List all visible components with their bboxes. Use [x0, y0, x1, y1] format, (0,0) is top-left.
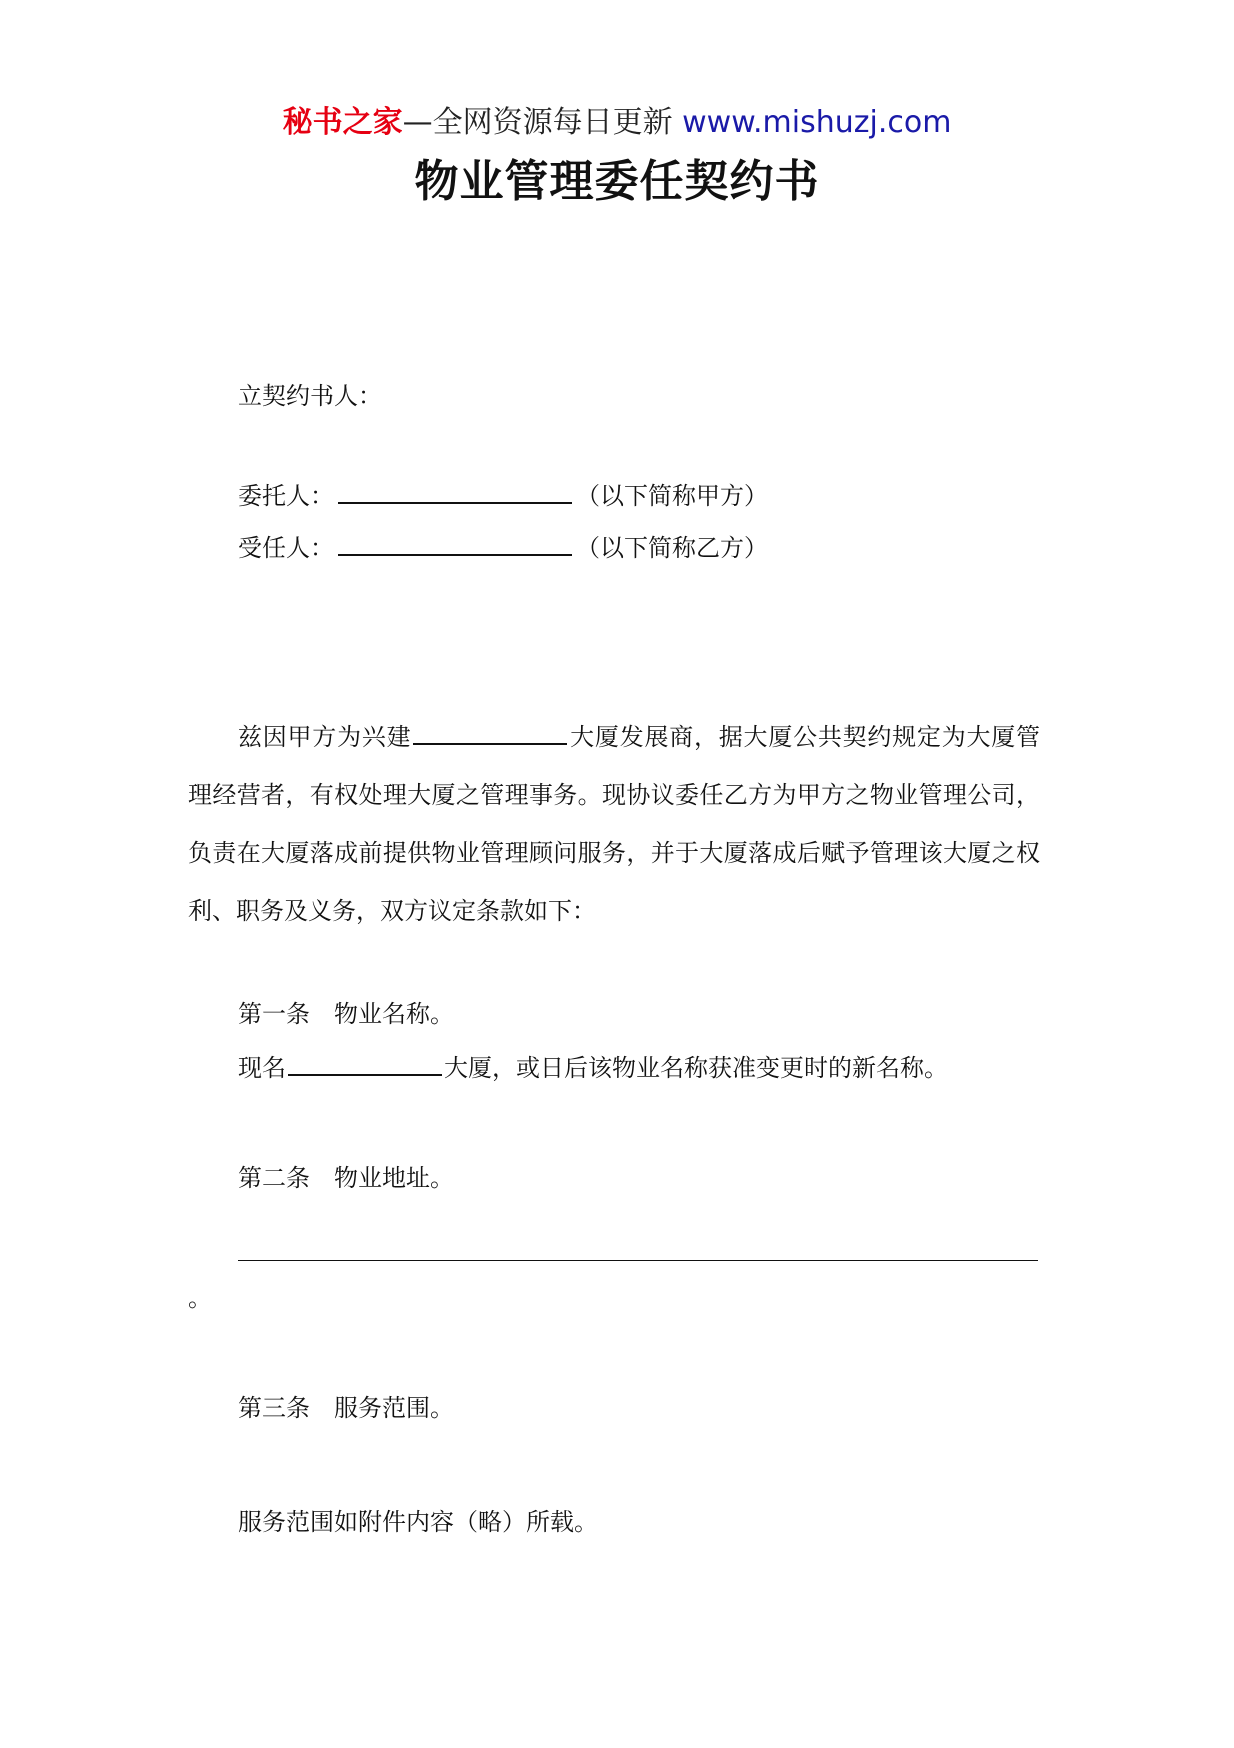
article-3-body: 服务范围如附件内容（略）所载。 [238, 1508, 598, 1536]
building-name-blank[interactable] [413, 719, 567, 745]
article-1-heading: 第一条 物业名称。 [238, 1000, 454, 1028]
preamble-part2: 大厦发展商，据大厦公共契约规定为大厦管理经营者，有权处理大厦之管理事务。现协议委任乙方为甲方之物业管理公司，负责在大厦落成前提供物业管理顾问服务，并于大厦落成后赋予管理该大厦之权利、职务及义务，双方议定条款如下： [188, 723, 1041, 925]
party-a-note: （以下简称甲方） [576, 482, 768, 510]
article-3-heading: 第三条 服务范围。 [238, 1394, 454, 1422]
party-b-line [238, 530, 768, 566]
property-name-blank[interactable] [288, 1050, 442, 1076]
site-url-link[interactable]: www.mishuzj.com [682, 105, 952, 140]
party-b-blank[interactable] [338, 530, 572, 556]
party-a-label: 委托人： [238, 482, 334, 510]
parties-heading: 立契约书人： [238, 382, 382, 410]
preamble-part1: 兹因甲方为兴建 [238, 723, 412, 751]
article-2-heading: 第二条 物业地址。 [238, 1164, 454, 1192]
article-2-trailing: 。 [188, 1284, 212, 1312]
article-1-suffix: 大厦，或日后该物业名称获准变更时的新名称。 [444, 1054, 948, 1082]
party-b-note: （以下简称乙方） [576, 534, 768, 562]
party-a-blank[interactable] [338, 478, 572, 504]
document-title: 物业管理委任契约书 [414, 156, 820, 207]
party-b-label: 受任人： [238, 534, 334, 562]
header-slogan: —全网资源每日更新 [402, 105, 683, 140]
preamble-paragraph [188, 708, 1040, 940]
article-1-body [238, 1050, 948, 1086]
site-header [0, 100, 1234, 146]
party-a-line [238, 478, 768, 514]
article-1-prefix: 现名 [238, 1054, 286, 1082]
property-address-blank[interactable] [238, 1260, 1038, 1261]
brand-name: 秘书之家 [282, 105, 403, 140]
